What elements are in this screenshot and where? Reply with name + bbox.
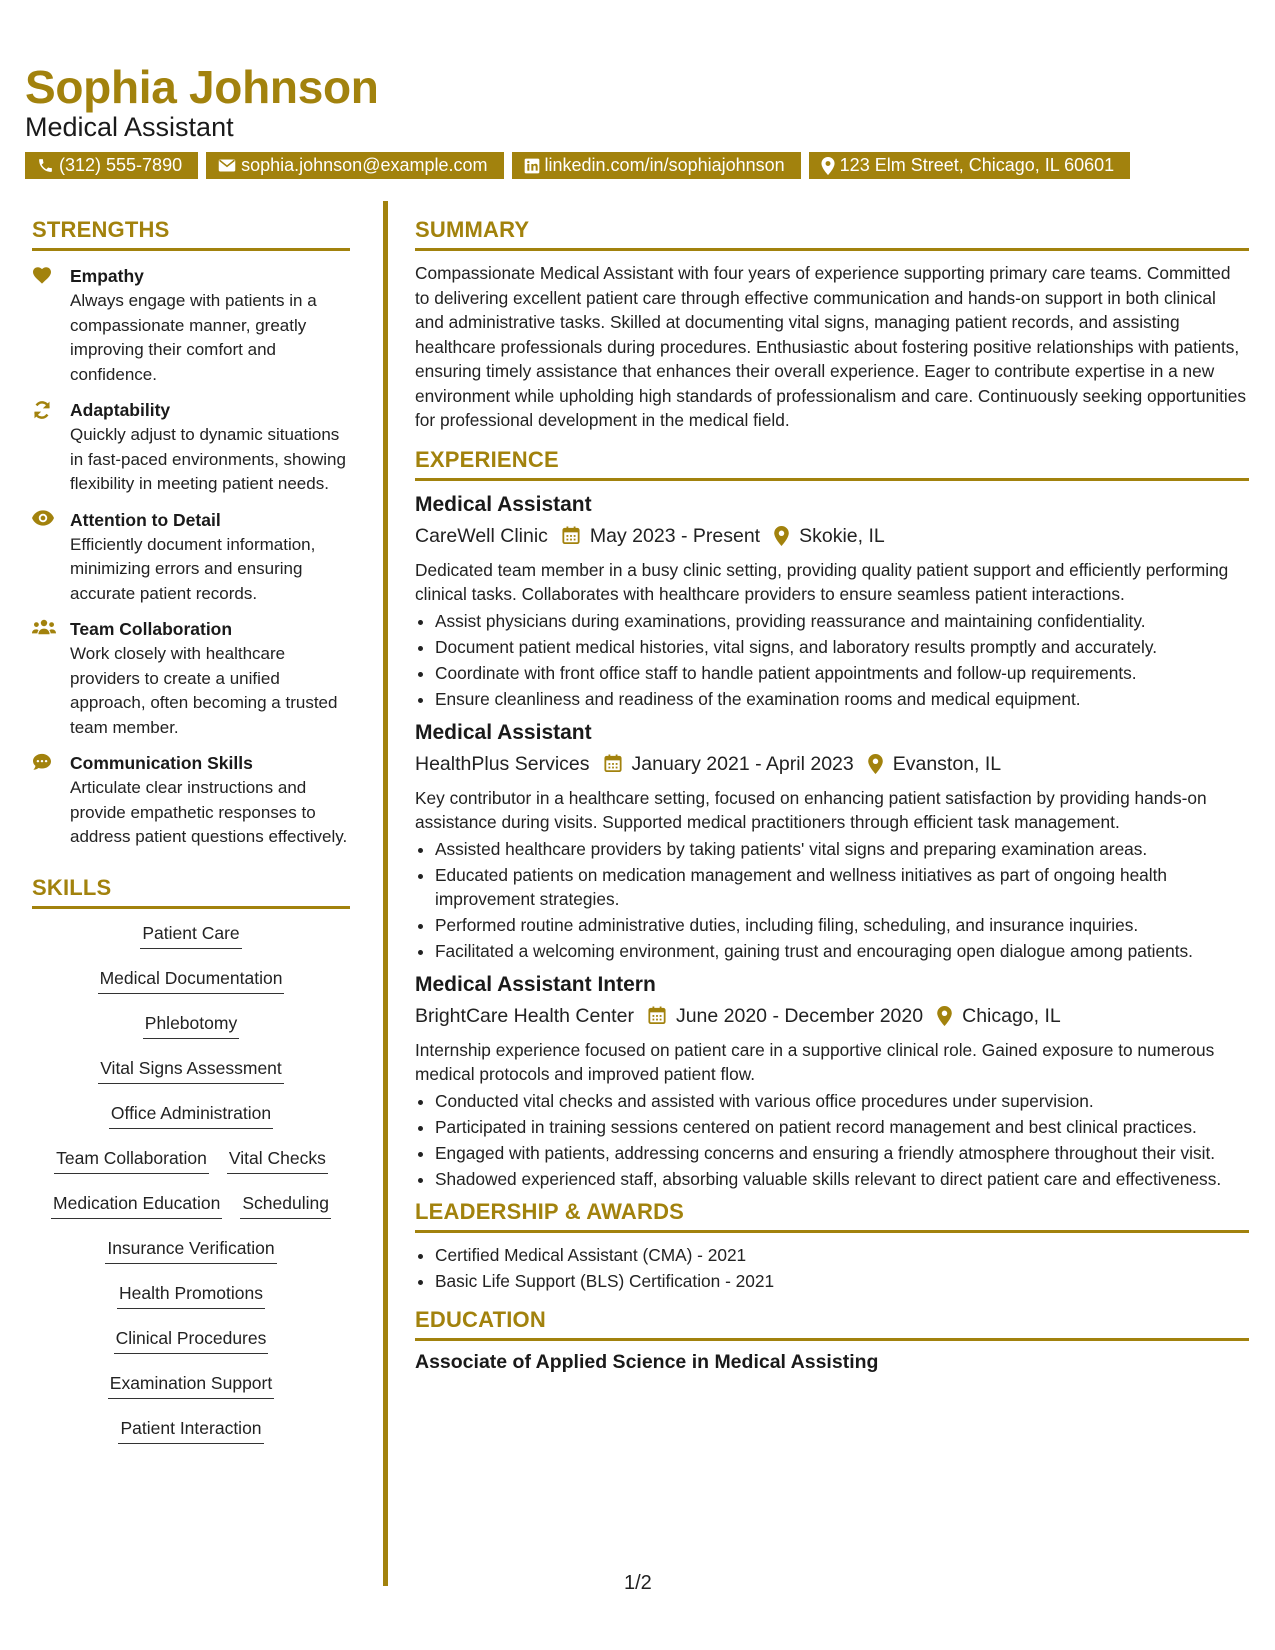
company-name: BrightCare Health Center: [415, 1004, 634, 1027]
address-chip[interactable]: [809, 152, 1131, 179]
heart-icon: [32, 266, 52, 284]
phone-icon: [37, 157, 54, 174]
skill-tag: Vital Signs Assessment: [98, 1056, 284, 1084]
skill-tag: Patient Interaction: [118, 1416, 263, 1444]
company-name: HealthPlus Services: [415, 752, 590, 775]
left-column: [32, 217, 350, 1461]
strength-description: Always engage with patients in a compassionate manner, greatly improving their comfort and confidence.: [70, 291, 317, 384]
education-heading: EDUCATION: [415, 1307, 1249, 1341]
map-pin-icon: [821, 157, 835, 175]
job-title: Medical Assistant: [415, 492, 592, 516]
skill-tag: Medical Documentation: [98, 966, 285, 994]
list-item: • Shadowed experienced staff, absorbing valuable skills relevant to direct patient care and effectiveness.: [435, 1167, 1249, 1191]
calendar-icon: [604, 754, 622, 773]
page-number: 1/2: [624, 1572, 652, 1594]
skills-list: [32, 921, 350, 1444]
job-description: Internship experience focused on patient care in a supportive clinical role. Gained exposure to numerous medical protocols and improved patient flow.: [415, 1039, 1215, 1084]
awards-heading: LEADERSHIP & AWARDS: [415, 1199, 1249, 1233]
skill-tag: Scheduling: [240, 1191, 331, 1219]
strengths-heading: STRENGTHS: [32, 217, 350, 251]
list-item: • Engaged with patients, addressing concerns and ensuring a friendly atmosphere throughout their visit.: [435, 1141, 1249, 1165]
job-location: Evanston, IL: [892, 752, 1002, 775]
company-name: CareWell Clinic: [415, 524, 548, 547]
job-title: Medical Assistant: [415, 720, 592, 744]
calendar-icon: [648, 1006, 666, 1025]
list-item: • Coordinate with front office staff to handle patient appointments and follow-up requirements.: [435, 661, 1249, 685]
list-item: • Basic Life Support (BLS) Certification - 2021: [435, 1269, 1249, 1293]
map-pin-icon: [774, 526, 789, 546]
eye-icon: [32, 510, 54, 526]
linkedin-icon: [524, 158, 540, 174]
job-location: Chicago, IL: [962, 1004, 1061, 1027]
users-icon: [32, 619, 56, 635]
job-entry: [415, 719, 1249, 963]
phone-text: (312) 555-7890: [59, 155, 183, 175]
map-pin-icon: [868, 754, 883, 774]
job-entry: [415, 491, 1249, 711]
envelope-icon: [218, 158, 236, 173]
list-item: • Ensure cleanliness and readiness of the examination rooms and medical equipment.: [435, 687, 1249, 711]
job-dates: January 2021 - April 2023: [631, 752, 854, 775]
job-title: Medical Assistant Intern: [415, 972, 656, 996]
refresh-icon: [32, 400, 52, 420]
strength-item: [32, 264, 350, 387]
email-chip[interactable]: [206, 152, 503, 179]
skill-tag: Vital Checks: [227, 1146, 328, 1174]
skill-tag: Clinical Procedures: [114, 1326, 269, 1354]
right-column: [415, 217, 1249, 1374]
strength-item: [32, 508, 350, 607]
chat-icon: [32, 753, 52, 771]
list-item: • Assist physicians during examinations, providing reassurance and maintaining confidentiality.: [435, 609, 1249, 633]
strength-title: Attention to Detail: [70, 509, 221, 530]
map-pin-icon: [937, 1006, 952, 1026]
list-item: • Facilitated a welcoming environment, gaining trust and encouraging open dialogue among patients.: [435, 939, 1249, 963]
skills-heading: SKILLS: [32, 875, 350, 909]
skill-tag: Health Promotions: [117, 1281, 265, 1309]
strength-title: Adaptability: [70, 400, 171, 420]
skill-tag: Insurance Verification: [105, 1236, 276, 1264]
strength-item: [32, 751, 350, 850]
job-description: Dedicated team member in a busy clinic setting, providing quality patient support and efficiently performing clinical tasks. Collaborates with healthcare providers to ensure seamless patient interactions.: [415, 559, 1229, 604]
strength-description: Work closely with healthcare providers to create a unified approach, often becoming a trusted team member.: [70, 644, 338, 737]
summary-text: Compassionate Medical Assistant with four years of experience supporting primary care teams. Committed to delivering excellent patient care through effective communication and hands-on support in both clinical and administrative tasks. Skilled at documenting vital signs, managing patient records, and assisting healthcare professionals during procedures. Enthusiastic about fostering positive relationships with patients, ensuring timely assistance that enhances their overall experience. Eager to contribute expertise in a new environment while upholding high standards of professionalism and care. Continuously seeking opportunities for professional development in the medical field.: [415, 263, 1246, 430]
strength-description: Efficiently document information, minimizing errors and ensuring accurate patient records.: [70, 534, 316, 603]
skill-tag: Office Administration: [109, 1101, 273, 1129]
job-location: Skokie, IL: [799, 524, 885, 547]
list-item: • Participated in training sessions centered on patient record management and best clinical practices.: [435, 1115, 1249, 1139]
summary-heading: SUMMARY: [415, 217, 1249, 251]
degree-title: Associate of Applied Science in Medical Assisting: [415, 1350, 879, 1373]
strength-description: Quickly adjust to dynamic situations in fast-paced environments, showing flexibility in meeting patient needs.: [70, 425, 346, 493]
linkedin-text: linkedin.com/in/sophiajohnson: [544, 155, 785, 175]
list-item: • Performed routine administrative duties, including filing, scheduling, and insurance inquiries.: [435, 913, 1249, 937]
strength-item: [32, 398, 350, 497]
list-item: • Conducted vital checks and assisted with various office procedures under supervision.: [435, 1089, 1249, 1113]
list-item: • Assisted healthcare providers by taking patients' vital signs and preparing examination areas.: [435, 837, 1249, 861]
strength-title: Empathy: [70, 266, 144, 286]
linkedin-chip[interactable]: [512, 152, 801, 179]
strength-item: [32, 617, 350, 740]
skill-tag: Phlebotomy: [143, 1011, 239, 1039]
strength-title: Communication Skills: [70, 753, 253, 773]
calendar-icon: [562, 526, 580, 545]
list-item: • Document patient medical histories, vital signs, and laboratory results promptly and accurately.: [435, 635, 1249, 659]
strength-title: Team Collaboration: [70, 619, 233, 639]
address-text: 123 Elm Street, Chicago, IL 60601: [839, 155, 1115, 175]
job-description: Key contributor in a healthcare setting, focused on enhancing patient satisfaction by providing hands-on assistance during visits. Supported medical practitioners through efficient task management.: [415, 787, 1207, 832]
candidate-title: Medical Assistant: [25, 112, 234, 142]
email-text: sophia.johnson@example.com: [241, 155, 488, 175]
candidate-name: Sophia Johnson: [25, 61, 379, 113]
phone-chip[interactable]: [25, 152, 198, 179]
column-divider: [383, 201, 388, 1586]
skill-tag: Patient Care: [140, 921, 241, 949]
skill-tag: Team Collaboration: [54, 1146, 209, 1174]
skill-tag: Examination Support: [108, 1371, 274, 1399]
list-item: • Certified Medical Assistant (CMA) - 2021: [435, 1243, 1249, 1267]
contact-bar: [25, 152, 1130, 179]
job-entry: [415, 971, 1249, 1191]
job-dates: June 2020 - December 2020: [675, 1004, 924, 1027]
skill-tag: Medication Education: [51, 1191, 222, 1219]
experience-heading: EXPERIENCE: [415, 447, 1249, 481]
list-item: • Educated patients on medication management and wellness initiatives as part of ongoing health improvement strategies.: [435, 863, 1249, 911]
strength-description: Articulate clear instructions and provide empathetic responses to address patient questions effectively.: [70, 778, 348, 846]
job-dates: May 2023 - Present: [589, 524, 761, 547]
